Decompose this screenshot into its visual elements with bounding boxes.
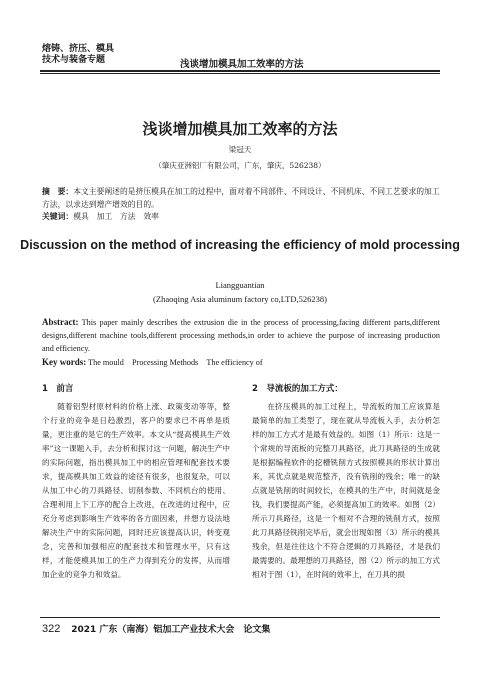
abstract-en [42,316,440,355]
section-heading-introduction: 1 前言 [42,384,74,394]
keywords-en-text: The mould Processing Methods The efficiency of [88,358,263,367]
running-header-title: 浅谈增加模具加工效率的方法 [180,59,304,70]
abstract-en-label: Abstract: [42,317,79,327]
author-en: Liangguantian [215,280,265,290]
paper-title-cn: 浅谈增加模具加工效率的方法 [142,120,338,138]
affiliation-cn: （肇庆亚洲铝厂有限公司，广东，肇庆，526238） [154,161,326,170]
conference-name: 2021 广东（南海）铝加工产业技术大会 论文集 [71,625,271,635]
running-header-topic [42,44,114,66]
keywords-cn-text: 模具 加工 方法 效率 [73,212,159,221]
header-rule-thin [40,73,440,74]
header-rule [40,70,440,72]
page-number: 322 [42,623,61,635]
section-heading-guide-plate: 2 导流板的加工方式： [252,384,343,394]
column-left [42,382,230,582]
running-header-topic-line1: 熔铸、挤压、模具 [42,44,115,54]
abstract-cn-label: 摘 要： [42,187,74,196]
column-right [252,382,440,582]
keywords-cn-label: 关键词： [42,212,74,221]
paper-title-en: Discussion on the method of increasing the efficiency of mold processing [20,238,460,252]
footer-rule [40,617,440,618]
running-header-topic-line2: 技术与装备专题 [42,55,106,65]
abstract-cn [42,185,440,211]
keywords-cn [42,211,440,222]
keywords-en [42,357,440,368]
section-body-guide-plate: 在挤压模具的加工过程上，导流板的加工应该算是最简单的加工类型了，现在就从导流板入手，去分析怎样的加工方式才是最有效益的。如图（1）所示：这是一个常规的导流板的完整刀具路径，此刀具路径的生成就是根据编程软件的挖槽铣削方式按照模具的形状计算出来，其优点就是规范整齐，没有铣削的残余；唯一的缺点就是铣削的时间较长，在模具的生产中，时间就是金钱，我们要提高产能，必须提高加工的效率。如图（2）所示刀具路径，这是一个相对不合理的铣削方式，按照此刀具路径铣削完毕后，就会出现如图（3）所示的模具残余，但是往往这个不符合逻辑的刀具路径，才是我们最需要的。最理想的刀具路径，图（2）所示的加工方式相对于图（1），在时间的效率上，在刀具的损 [252,402,440,579]
page-footer [42,622,270,635]
author-cn: 梁冠天 [228,145,252,154]
section-body-introduction: 随着铝型材原材料的价格上涨、政策变动等等，整个行业的竞争是日趋激烈，客户的要求已不再单是质量，更注重的是它的生产效率。本文从“提高模具生产效率”这一课题入手，去分析和探讨这一问题，解决生产中的实际问题，指出模具加工中的相应管理和配套技术要求，提高模具加工效益的途径有很多，也很复杂，可以从加工中心的刀具路径、切削参数、不同机台的使用、合理利用上下工序的配合上改进，在改进的过程中，应充分考虑到影响生产效率的各方面因素，并想方设法地解决生产中的实际问题，同时还应该提高认识，转变观念，完善和加强相应的配套技术和管理水平，只有这样，才能使模具加工的生产力得到充分的发挥，从而增加企业的竞争力和效益。 [42,402,230,579]
abstract-en-text: This paper mainly describes the extrusion die in the process of processing,facing different parts,different designs,different machine tools,different processing methods,in order to achieve the purpose of increasing production and efficiency. [42,318,441,353]
keywords-en-label: Key words: [42,357,87,367]
affiliation-en: (Zhaoqing Asia aluminum factory co,LTD,526238) [153,294,327,304]
abstract-cn-text: 本文主要阐述的是挤压模具在加工的过程中，面对着不同部件、不同设计、不同机床、不同工艺要求的加工方法，以求达到增产增效的目的。 [42,187,440,209]
